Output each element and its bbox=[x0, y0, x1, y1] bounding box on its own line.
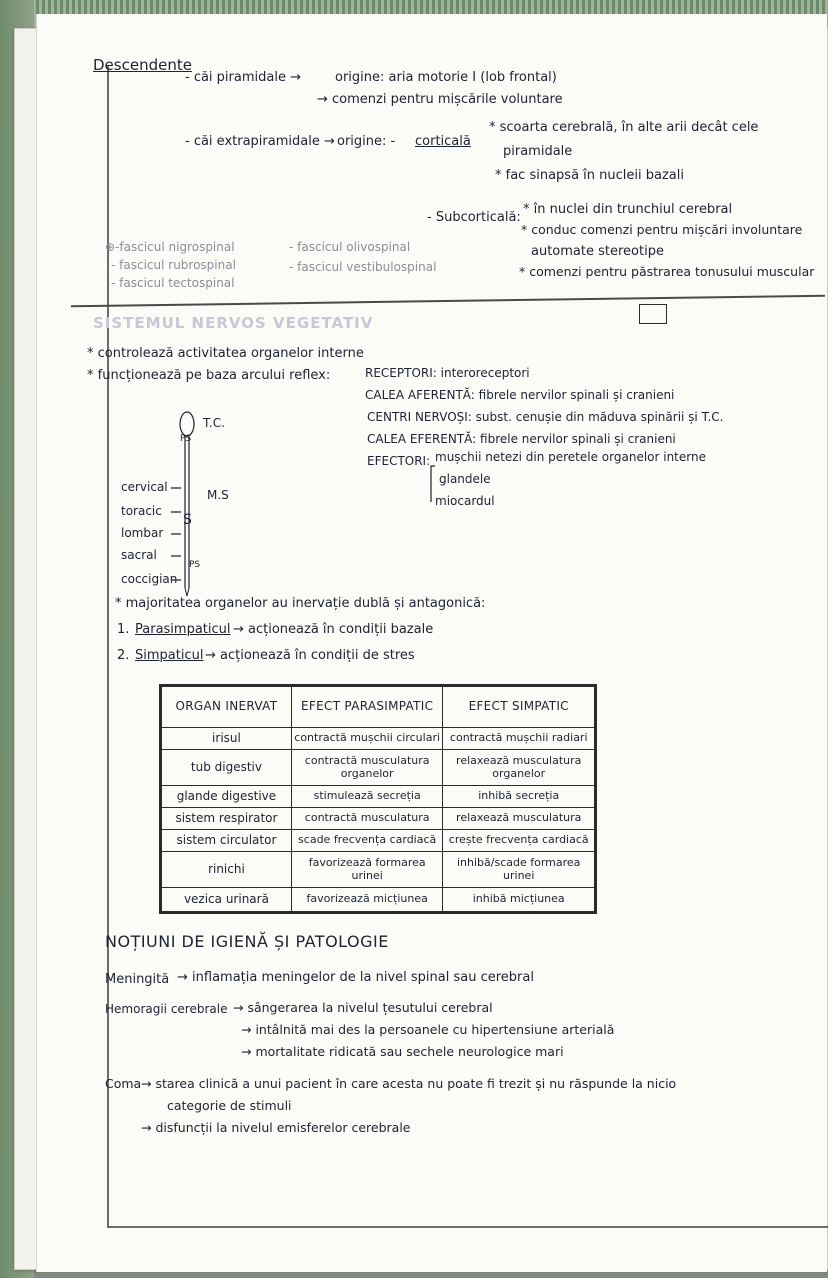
subcorticala-point-1: * în nuclei din trunchiul cerebral bbox=[523, 202, 733, 217]
spine-level-cervical: cervical bbox=[121, 480, 168, 494]
cell-simpatic: crește frecvența cardiacă bbox=[443, 830, 595, 852]
cell-parasimpatic: scade frecvența cardiacă bbox=[291, 830, 443, 852]
table-row bbox=[162, 728, 595, 750]
calea-aferenta: CALEA AFERENTĂ: fibrele nervilor spinali și cranieni bbox=[365, 388, 675, 402]
table-row bbox=[162, 786, 595, 808]
cell-organ: irisul bbox=[162, 728, 292, 750]
efectori-bracket-icon bbox=[429, 466, 437, 502]
spine-level-dashes bbox=[167, 484, 189, 584]
cell-organ: vezica urinară bbox=[162, 888, 292, 912]
header-organ: ORGAN INERVAT bbox=[162, 687, 292, 728]
extrapiramidale-origine: origine: - bbox=[337, 134, 396, 149]
cell-organ: tub digestiv bbox=[162, 750, 292, 786]
efectori-label: EFECTORI: bbox=[367, 454, 431, 468]
cell-organ: rinichi bbox=[162, 852, 292, 888]
cell-organ: sistem respirator bbox=[162, 808, 292, 830]
piramidale-origine: origine: aria motorie I (lob frontal) bbox=[335, 70, 557, 85]
table-row bbox=[162, 830, 595, 852]
fascicul-rubrospinal: - fascicul rubrospinal bbox=[111, 258, 236, 272]
table-row bbox=[162, 888, 595, 912]
item-2-text: → acționează în condiții de stres bbox=[205, 648, 415, 663]
fascicul-vestibulospinal: - fascicul vestibulospinal bbox=[289, 260, 437, 274]
cell-parasimpatic: favorizează formarea urinei bbox=[291, 852, 443, 888]
item-2-number: 2. bbox=[117, 648, 130, 663]
header-simpatic: EFECT SIMPATIC bbox=[443, 687, 595, 728]
fascicul-olivospinal: - fascicul olivospinal bbox=[289, 240, 411, 254]
efector-glande: glandele bbox=[439, 472, 491, 486]
centri-nervosi: CENTRI NERVOȘI: subst. cenușie din măduva spinării și T.C. bbox=[367, 410, 724, 424]
vegetativ-title: SISTEMUL NERVOS VEGETATIV bbox=[93, 314, 374, 332]
efector-miocard: miocardul bbox=[435, 494, 495, 508]
hemoragii-point-3: → mortalitate ridicată sau sechele neurologice mari bbox=[241, 1044, 564, 1059]
spine-ms-label: M.S bbox=[207, 488, 229, 502]
spine-level-coccigian: coccigian bbox=[121, 572, 178, 586]
cai-extrapiramidale-label: - căi extrapiramidale → bbox=[185, 134, 335, 149]
header-parasimpatic: EFECT PARASIMPATIC bbox=[291, 687, 443, 728]
spine-ps-top: PS bbox=[180, 434, 192, 444]
calea-eferenta: CALEA EFERENTĂ: fibrele nervilor spinali și cranieni bbox=[367, 432, 676, 446]
vegetativ-bullet-2: * funcționează pe baza arcului reflex: bbox=[87, 368, 331, 383]
coma-point-1: → starea clinică a unui pacient în care acesta nu poate fi trezit și nu răspunde la nicio bbox=[141, 1076, 677, 1091]
coma-point-2: → disfuncții la nivelul emisferelor cerebrale bbox=[141, 1120, 411, 1135]
cell-simpatic: inhibă secreția bbox=[443, 786, 595, 808]
cell-parasimpatic: stimulează secreția bbox=[291, 786, 443, 808]
meningita-term: Meningită bbox=[105, 972, 170, 987]
hemoragii-point-1: → sângerarea la nivelul țesutului cerebral bbox=[233, 1000, 493, 1015]
notebook-page bbox=[36, 14, 827, 1272]
cell-simpatic: contractă mușchii radiari bbox=[443, 728, 595, 750]
subcorticala-label: - Subcorticală: bbox=[427, 210, 521, 225]
table-row bbox=[162, 750, 595, 786]
hemoragii-term: Hemoragii cerebrale bbox=[105, 1002, 228, 1016]
hemoragii-point-2: → intâlnită mai des la persoanele cu hipertensiune arterială bbox=[241, 1022, 615, 1037]
cell-simpatic: inhibă micțiunea bbox=[443, 888, 595, 912]
efector-muschi: mușchii netezi din peretele organelor interne bbox=[435, 450, 706, 464]
item-1-number: 1. bbox=[117, 622, 130, 637]
effects-table bbox=[159, 684, 597, 914]
section-divider bbox=[71, 295, 825, 308]
spine-tc-label: T.C. bbox=[203, 416, 225, 430]
corticala-point-1: * scoarta cerebrală, în alte arii decât cele bbox=[489, 120, 759, 135]
table-row bbox=[162, 808, 595, 830]
cell-simpatic: relaxează musculatura organelor bbox=[443, 750, 595, 786]
corticala-point-2: * fac sinapsă în nucleii bazali bbox=[495, 168, 684, 183]
inervatie-dubla: * majoritatea organelor au inervație dublă și antagonică: bbox=[115, 596, 486, 611]
subcorticala-point-2: * conduc comenzi pentru mișcări involuntare bbox=[521, 222, 803, 237]
fascicul-nigrospinal: ⊕-fascicul nigrospinal bbox=[105, 240, 235, 254]
subcorticala-point-2b: automate stereotipe bbox=[531, 244, 664, 259]
corticala-label: corticală bbox=[415, 134, 471, 149]
fascicul-tectospinal: - fascicul tectospinal bbox=[111, 276, 235, 290]
cell-simpatic: relaxează musculatura bbox=[443, 808, 595, 830]
item-1-text: → acționează în condiții bazale bbox=[233, 622, 434, 637]
coma-term: Coma bbox=[105, 1076, 142, 1091]
cell-parasimpatic: contractă musculatura bbox=[291, 808, 443, 830]
receptori: RECEPTORI: interoreceptori bbox=[365, 366, 530, 380]
cell-parasimpatic: favorizează micțiunea bbox=[291, 888, 443, 912]
table-header-row bbox=[162, 687, 595, 728]
checkbox-icon bbox=[639, 304, 667, 324]
bottom-border-line bbox=[107, 1226, 828, 1228]
item-2-simpaticul: Simpaticul bbox=[135, 648, 204, 663]
corticala-point-1b: piramidale bbox=[503, 144, 573, 159]
meningita-text: → inflamația meningelor de la nivel spinal sau cerebral bbox=[177, 970, 534, 985]
spine-level-toracic: toracic bbox=[121, 504, 162, 518]
item-1-parasimpaticul: Parasimpaticul bbox=[135, 622, 231, 637]
spine-level-lombar: lombar bbox=[121, 526, 164, 540]
vegetativ-bullet-1: * controlează activitatea organelor interne bbox=[87, 346, 364, 361]
cell-parasimpatic: contractă mușchii circulari bbox=[291, 728, 443, 750]
cell-parasimpatic: contractă musculatura organelor bbox=[291, 750, 443, 786]
coma-point-1b: categorie de stimuli bbox=[167, 1098, 292, 1113]
piramidale-comenzi: → comenzi pentru mișcările voluntare bbox=[317, 92, 563, 107]
spine-level-sacral: sacral bbox=[121, 548, 157, 562]
igiena-title: NOȚIUNI DE IGIENĂ ȘI PATOLOGIE bbox=[105, 932, 389, 951]
spine-s-label: S bbox=[183, 512, 192, 528]
cell-organ: glande digestive bbox=[162, 786, 292, 808]
spine-ps-bottom: PS bbox=[189, 560, 201, 570]
cell-organ: sistem circulator bbox=[162, 830, 292, 852]
descendente-title: Descendente bbox=[93, 56, 192, 74]
cai-piramidale-label: - căi piramidale → bbox=[185, 70, 301, 85]
cell-simpatic: inhibă/scade formarea urinei bbox=[443, 852, 595, 888]
table-row bbox=[162, 852, 595, 888]
subcorticala-point-3: * comenzi pentru păstrarea tonusului muscular bbox=[519, 264, 815, 279]
